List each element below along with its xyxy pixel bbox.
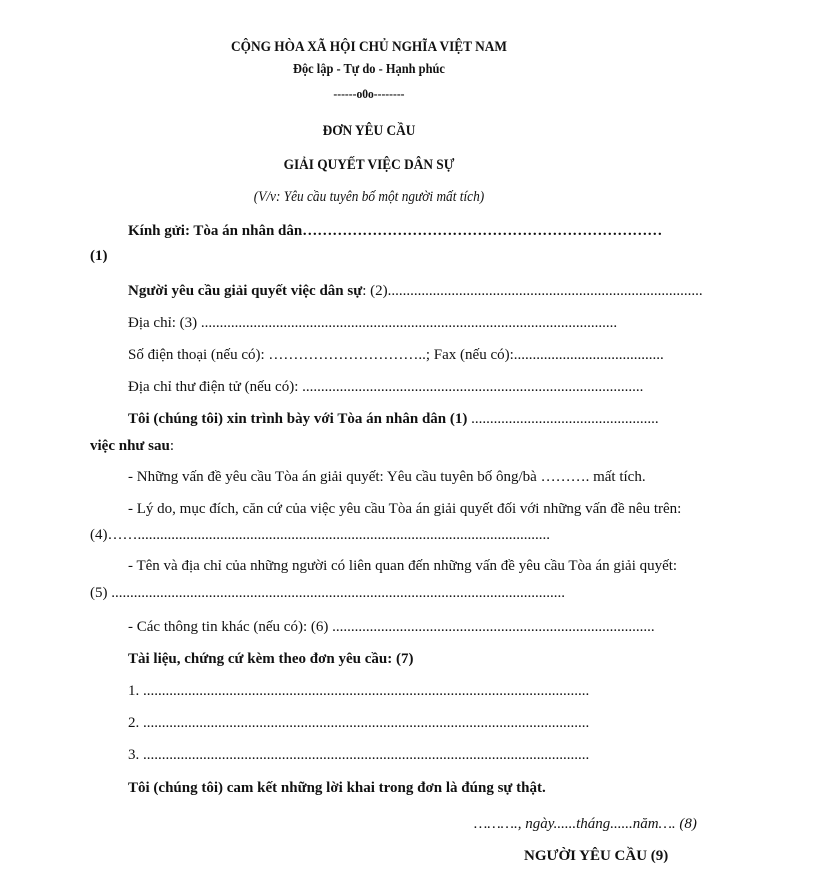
request-item-1: - Những vấn đề yêu cầu Tòa án giải quyết: Yêu cầu tuyên bố ông/bà ………. mất tích.	[128, 469, 646, 485]
attachments-title: Tài liệu, chứng cứ kèm theo đơn yêu cầu: (7)	[128, 651, 414, 667]
email-line: Địa chỉ thư điện tử (nếu có): ...........................................................................................	[128, 379, 644, 395]
request-item-3: - Tên và địa chỉ của những người có liên quan đến những vấn đề yêu cầu Tòa án giải quyết:	[128, 558, 678, 574]
national-header: CỘNG HÒA XÃ HỘI CHỦ NGHĨA VIỆT NAM	[230, 39, 507, 55]
recipient-note: (1)	[90, 248, 108, 264]
attachment-line: 3. .......................................................................................................................	[128, 747, 590, 763]
request-item-3-blank: (5) .........................................................................................................................	[90, 585, 565, 601]
presentation-label: Tôi (chúng tôi) xin trình bày với Tòa án nhân dân (1)	[128, 411, 468, 427]
header-separator: ------o0o--------	[333, 86, 405, 101]
request-item-2-blank: (4)……..............................................................................................................	[90, 527, 550, 543]
request-item-4: - Các thông tin khác (nếu có): (6) ......................................................................................	[128, 619, 655, 635]
presentation-blank: ..................................................	[467, 411, 659, 427]
attachment-line: 1. .......................................................................................................................	[128, 683, 590, 699]
presentation-line-2	[90, 437, 174, 455]
signer-title: NGƯỜI YÊU CẦU (9)	[524, 848, 669, 864]
request-item-2: - Lý do, mục đích, căn cứ của việc yêu cầu Tòa án giải quyết đối với những vấn đề nêu trên:	[128, 501, 682, 517]
date-place-line: ………., ngày......tháng......năm…. (8)	[474, 816, 697, 832]
presentation-colon: :	[169, 438, 175, 454]
presentation-label-2: việc như sau	[90, 438, 170, 454]
address-line: Địa chỉ: (3) ...............................................................................................................	[128, 315, 618, 331]
commitment-statement: Tôi (chúng tôi) cam kết những lời khai trong đơn là đúng sự thật.	[128, 780, 546, 796]
attachment-line: 2. .......................................................................................................................	[128, 715, 590, 731]
document-title: ĐƠN YÊU CẦU	[322, 123, 416, 139]
presentation-line	[128, 410, 659, 428]
national-motto: Độc lập - Tự do - Hạnh phúc	[292, 62, 445, 77]
phone-fax-line: Số điện thoại (nếu có): …………………………..; Fax (nếu có):........................................	[128, 347, 664, 363]
requester-label: Người yêu cầu giải quyết việc dân sự	[128, 283, 363, 299]
requester-line	[128, 282, 703, 300]
document-subject: (V/v: Yêu cầu tuyên bố một người mất tích)	[253, 189, 485, 205]
requester-blank: : (2)....................................................................................	[362, 283, 703, 299]
document-title-2: GIẢI QUYẾT VIỆC DÂN SỰ	[283, 157, 455, 173]
recipient-line: Kính gửi: Tòa án nhân dân………………………………………………………………	[128, 223, 663, 239]
